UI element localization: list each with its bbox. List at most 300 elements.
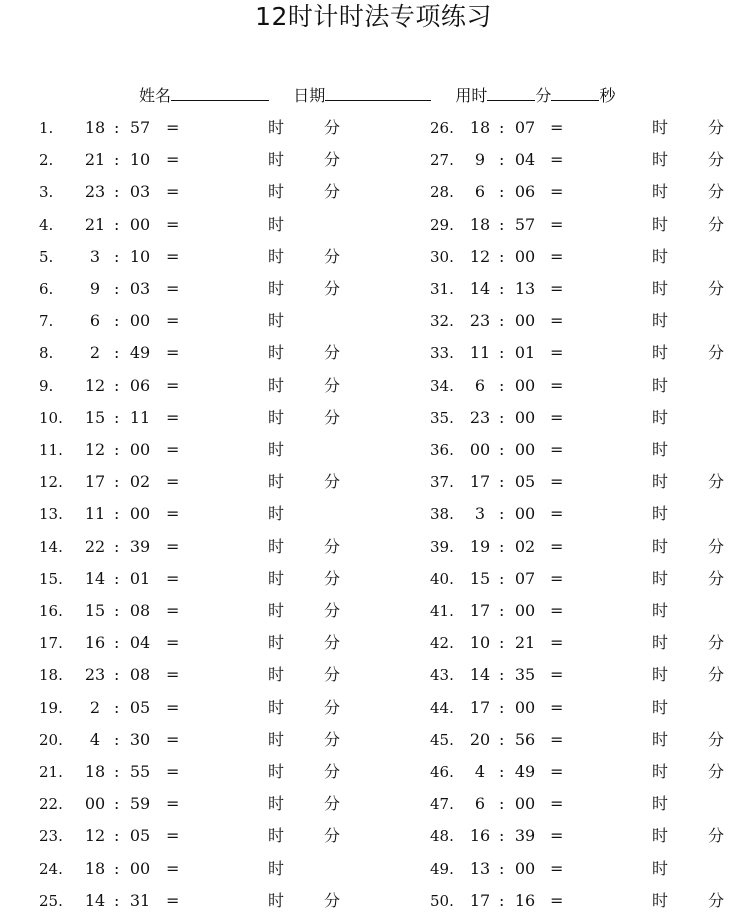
hour-value: 11 — [84, 504, 106, 524]
hour-unit: 时 — [268, 762, 285, 781]
equals-sign: = — [166, 633, 180, 653]
equals-sign: = — [550, 504, 564, 524]
colon: : — [114, 214, 120, 234]
minutes-blank[interactable] — [487, 86, 535, 101]
problem-number: 23. — [39, 827, 63, 846]
hour-value: 12 — [84, 826, 106, 846]
colon: : — [114, 601, 120, 620]
problem-number: 44. — [430, 698, 454, 717]
problem-row — [0, 599, 747, 623]
problem-number: 5. — [39, 247, 54, 266]
colon: : — [114, 697, 120, 717]
hour-unit: 时 — [652, 182, 669, 202]
minute-value: 59 — [129, 794, 151, 814]
colon: : — [114, 826, 120, 846]
minute-unit: 分 — [708, 633, 725, 653]
minute-value: 00 — [129, 440, 151, 459]
equals-sign: = — [550, 633, 564, 653]
equals-sign: = — [550, 150, 564, 170]
hour-unit: 时 — [268, 826, 285, 846]
minute-unit: 分 — [708, 536, 725, 556]
minute-unit: 分 — [324, 633, 341, 653]
problem-number: 47. — [430, 795, 454, 814]
problem-number: 29. — [430, 215, 454, 234]
hour-value: 12 — [84, 375, 106, 395]
equals-sign: = — [550, 568, 564, 588]
hour-value: 6 — [474, 375, 486, 395]
hour-value: 13 — [469, 858, 491, 878]
minute-unit: 分 — [324, 890, 341, 910]
equals-sign: = — [550, 440, 564, 459]
hour-value: 18 — [469, 214, 491, 234]
hour-unit: 时 — [268, 472, 285, 492]
problem-number: 46. — [430, 763, 454, 781]
minute-value: 39 — [514, 826, 536, 846]
problem-number: 22. — [39, 795, 63, 814]
colon: : — [499, 118, 505, 137]
problem-row — [0, 116, 747, 140]
colon: : — [114, 729, 120, 749]
minute-unit: 分 — [708, 150, 725, 170]
problem-number: 26. — [430, 119, 454, 137]
colon: : — [499, 633, 505, 653]
date-label: 日期 — [293, 86, 326, 105]
hour-value: 18 — [84, 858, 106, 878]
problem-number: 9. — [39, 376, 54, 395]
problem-number: 28. — [430, 183, 454, 202]
hour-unit: 时 — [652, 343, 669, 363]
equals-sign: = — [550, 601, 564, 620]
equals-sign: = — [166, 472, 180, 492]
worksheet-header — [139, 83, 615, 105]
equals-sign: = — [166, 890, 180, 910]
equals-sign: = — [550, 762, 564, 781]
equals-sign: = — [166, 182, 180, 202]
equals-sign: = — [550, 407, 564, 427]
minute-unit: 分 — [708, 472, 725, 492]
hour-value: 6 — [474, 794, 486, 814]
hour-unit: 时 — [268, 568, 285, 588]
equals-sign: = — [166, 407, 180, 427]
hour-unit: 时 — [652, 697, 669, 717]
hour-value: 2 — [89, 343, 101, 363]
equals-sign: = — [166, 729, 180, 749]
colon: : — [499, 504, 505, 524]
problem-number: 3. — [39, 183, 54, 202]
problem-number: 50. — [430, 891, 454, 910]
minute-value: 03 — [129, 279, 151, 298]
minute-value: 56 — [514, 729, 536, 749]
hour-value: 20 — [469, 729, 491, 749]
problem-number: 39. — [430, 537, 454, 556]
hour-value: 23 — [469, 407, 491, 427]
minute-unit: 分 — [324, 762, 341, 781]
minute-value: 00 — [129, 504, 151, 524]
problem-number: 2. — [39, 151, 54, 170]
equals-sign: = — [166, 536, 180, 556]
problem-number: 35. — [430, 408, 454, 427]
equals-sign: = — [550, 279, 564, 298]
equals-sign: = — [166, 504, 180, 524]
hour-value: 19 — [469, 536, 491, 556]
colon: : — [114, 246, 120, 266]
colon: : — [114, 858, 120, 878]
problem-row — [0, 857, 747, 881]
equals-sign: = — [550, 536, 564, 556]
minute-value: 00 — [514, 311, 536, 331]
hour-value: 15 — [469, 568, 491, 588]
hour-unit: 时 — [652, 601, 669, 620]
problem-row — [0, 277, 747, 301]
minute-value: 08 — [129, 601, 151, 620]
minute-unit: 分 — [324, 536, 341, 556]
colon: : — [114, 440, 120, 459]
minute-unit: 分 — [324, 697, 341, 717]
colon: : — [114, 407, 120, 427]
minute-value: 00 — [514, 504, 536, 524]
colon: : — [499, 729, 505, 749]
problem-row — [0, 470, 747, 494]
hour-unit: 时 — [652, 665, 669, 685]
colon: : — [114, 536, 120, 556]
colon: : — [499, 697, 505, 717]
hour-unit: 时 — [268, 601, 285, 620]
problem-number: 13. — [39, 505, 63, 524]
problem-number: 45. — [430, 730, 454, 749]
minute-unit: 分 — [324, 794, 341, 814]
second-label: 秒 — [599, 86, 616, 105]
colon: : — [114, 150, 120, 170]
equals-sign: = — [550, 697, 564, 717]
problem-row — [0, 406, 747, 430]
colon: : — [114, 182, 120, 202]
minute-value: 07 — [514, 118, 536, 137]
problem-row — [0, 760, 747, 784]
hour-unit: 时 — [652, 472, 669, 492]
hour-unit: 时 — [652, 536, 669, 556]
hour-value: 15 — [84, 407, 106, 427]
minute-value: 00 — [514, 407, 536, 427]
minute-unit: 分 — [324, 665, 341, 685]
minute-unit: 分 — [324, 182, 341, 202]
problem-number: 8. — [39, 344, 54, 363]
equals-sign: = — [166, 246, 180, 266]
colon: : — [114, 794, 120, 814]
minute-value: 16 — [514, 890, 536, 910]
problem-number: 14. — [39, 537, 63, 556]
minute-value: 00 — [514, 858, 536, 878]
colon: : — [499, 440, 505, 459]
minute-value: 57 — [514, 214, 536, 234]
minute-unit: 分 — [324, 118, 341, 137]
problem-row — [0, 696, 747, 720]
hour-value: 12 — [469, 246, 491, 266]
colon: : — [114, 568, 120, 588]
problem-number: 15. — [39, 569, 63, 588]
problem-number: 30. — [430, 247, 454, 266]
problem-number: 43. — [430, 666, 454, 685]
minute-unit: 分 — [324, 375, 341, 395]
equals-sign: = — [550, 246, 564, 266]
problem-row — [0, 148, 747, 172]
colon: : — [499, 246, 505, 266]
colon: : — [499, 826, 505, 846]
hour-unit: 时 — [652, 407, 669, 427]
hour-value: 3 — [89, 246, 101, 266]
name-label: 姓名 — [139, 86, 172, 105]
minute-value: 05 — [514, 472, 536, 492]
minute-value: 06 — [129, 375, 151, 395]
problem-row — [0, 374, 747, 398]
hour-value: 12 — [84, 440, 106, 459]
problem-number: 21. — [39, 763, 63, 781]
minute-value: 00 — [129, 214, 151, 234]
minute-unit: 分 — [324, 729, 341, 749]
seconds-blank[interactable] — [551, 86, 599, 101]
problem-number: 36. — [430, 441, 454, 459]
problem-number: 7. — [39, 312, 54, 331]
hour-unit: 时 — [652, 118, 669, 137]
hour-unit: 时 — [268, 858, 285, 878]
problem-number: 38. — [430, 505, 454, 524]
minute-unit: 分 — [324, 150, 341, 170]
problem-number: 48. — [430, 827, 454, 846]
minute-value: 30 — [129, 729, 151, 749]
colon: : — [114, 343, 120, 363]
problem-number: 31. — [430, 280, 454, 298]
colon: : — [499, 214, 505, 234]
hour-unit: 时 — [652, 375, 669, 395]
minute-unit: 分 — [708, 279, 725, 298]
colon: : — [499, 858, 505, 878]
colon: : — [499, 890, 505, 910]
colon: : — [499, 182, 505, 202]
equals-sign: = — [550, 118, 564, 137]
hour-unit: 时 — [268, 440, 285, 459]
hour-value: 3 — [474, 504, 486, 524]
equals-sign: = — [550, 182, 564, 202]
hour-value: 9 — [474, 150, 486, 170]
hour-value: 14 — [84, 568, 106, 588]
minute-value: 21 — [514, 633, 536, 653]
hour-value: 17 — [469, 697, 491, 717]
equals-sign: = — [550, 826, 564, 846]
minute-value: 55 — [129, 762, 151, 781]
minute-unit: 分 — [324, 568, 341, 588]
hour-value: 2 — [89, 697, 101, 717]
hour-unit: 时 — [652, 246, 669, 266]
colon: : — [114, 504, 120, 524]
name-blank[interactable] — [171, 86, 269, 101]
problem-number: 41. — [430, 602, 454, 620]
problem-number: 18. — [39, 666, 63, 685]
problem-number: 4. — [39, 215, 54, 234]
colon: : — [114, 279, 120, 298]
minute-unit: 分 — [324, 826, 341, 846]
hour-value: 22 — [84, 536, 106, 556]
colon: : — [499, 568, 505, 588]
hour-value: 10 — [469, 633, 491, 653]
colon: : — [499, 407, 505, 427]
problem-number: 27. — [430, 151, 454, 170]
minute-unit: 分 — [708, 729, 725, 749]
minute-value: 00 — [514, 375, 536, 395]
equals-sign: = — [166, 440, 180, 459]
hour-value: 23 — [84, 182, 106, 202]
equals-sign: = — [550, 665, 564, 685]
colon: : — [499, 665, 505, 685]
minute-value: 05 — [129, 826, 151, 846]
hour-unit: 时 — [268, 375, 285, 395]
minute-value: 00 — [514, 601, 536, 620]
hour-value: 14 — [469, 665, 491, 685]
equals-sign: = — [166, 858, 180, 878]
hour-value: 17 — [469, 890, 491, 910]
minute-value: 00 — [129, 311, 151, 331]
hour-value: 6 — [89, 311, 101, 331]
hour-unit: 时 — [652, 440, 669, 459]
problem-row — [0, 502, 747, 526]
equals-sign: = — [166, 826, 180, 846]
minute-unit: 分 — [708, 826, 725, 846]
problem-number: 34. — [430, 376, 454, 395]
hour-value: 16 — [469, 826, 491, 846]
minute-value: 02 — [129, 472, 151, 492]
hour-unit: 时 — [268, 279, 285, 298]
equals-sign: = — [550, 858, 564, 878]
equals-sign: = — [166, 794, 180, 814]
minute-value: 00 — [514, 246, 536, 266]
problem-row — [0, 728, 747, 752]
minute-value: 00 — [514, 794, 536, 814]
colon: : — [499, 762, 505, 781]
minute-unit: 分 — [708, 665, 725, 685]
minute-unit: 分 — [708, 343, 725, 363]
date-blank[interactable] — [325, 86, 431, 101]
minute-unit: 分 — [708, 568, 725, 588]
colon: : — [114, 633, 120, 653]
equals-sign: = — [166, 601, 180, 620]
minute-value: 04 — [129, 633, 151, 653]
minute-unit: 分 — [324, 407, 341, 427]
minute-value: 00 — [514, 440, 536, 459]
minute-value: 11 — [129, 407, 151, 427]
problem-number: 12. — [39, 473, 63, 492]
hour-value: 9 — [89, 279, 101, 298]
minute-unit: 分 — [324, 343, 341, 363]
colon: : — [114, 890, 120, 910]
problem-number: 16. — [39, 602, 63, 620]
minute-value: 10 — [129, 246, 151, 266]
hour-value: 4 — [89, 729, 101, 749]
hour-unit: 时 — [652, 633, 669, 653]
hour-value: 15 — [84, 601, 106, 620]
hour-value: 18 — [84, 762, 106, 781]
colon: : — [114, 375, 120, 395]
colon: : — [499, 536, 505, 556]
minute-value: 08 — [129, 665, 151, 685]
minute-value: 49 — [129, 343, 151, 363]
problem-number: 6. — [39, 280, 54, 298]
hour-unit: 时 — [268, 504, 285, 524]
hour-value: 23 — [469, 311, 491, 331]
minute-unit: 分 — [708, 890, 725, 910]
equals-sign: = — [166, 279, 180, 298]
colon: : — [114, 665, 120, 685]
hour-unit: 时 — [652, 214, 669, 234]
equals-sign: = — [166, 665, 180, 685]
equals-sign: = — [550, 343, 564, 363]
problem-number: 33. — [430, 344, 454, 363]
minute-value: 01 — [129, 568, 151, 588]
hour-value: 17 — [469, 601, 491, 620]
minute-value: 03 — [129, 182, 151, 202]
colon: : — [499, 794, 505, 814]
worksheet-title: 12时计时法专项练习 — [255, 2, 492, 31]
hour-unit: 时 — [268, 118, 285, 137]
equals-sign: = — [550, 472, 564, 492]
hour-unit: 时 — [268, 633, 285, 653]
equals-sign: = — [166, 311, 180, 331]
equals-sign: = — [166, 375, 180, 395]
problem-row — [0, 341, 747, 365]
equals-sign: = — [166, 762, 180, 781]
minute-value: 10 — [129, 150, 151, 170]
hour-unit: 时 — [652, 729, 669, 749]
hour-unit: 时 — [268, 697, 285, 717]
problem-number: 24. — [39, 859, 63, 878]
hour-unit: 时 — [268, 343, 285, 363]
hour-unit: 时 — [652, 279, 669, 298]
colon: : — [499, 375, 505, 395]
hour-unit: 时 — [652, 150, 669, 170]
minute-unit: 分 — [324, 279, 341, 298]
problem-row — [0, 535, 747, 559]
hour-unit: 时 — [268, 729, 285, 749]
hour-value: 18 — [84, 118, 106, 137]
problem-number: 49. — [430, 859, 454, 878]
problem-row — [0, 889, 747, 913]
hour-unit: 时 — [268, 311, 285, 331]
equals-sign: = — [550, 794, 564, 814]
minute-unit: 分 — [708, 118, 725, 137]
problem-number: 11. — [39, 441, 63, 459]
problem-row — [0, 663, 747, 687]
problem-row — [0, 213, 747, 237]
colon: : — [499, 311, 505, 331]
hour-value: 14 — [469, 279, 491, 298]
hour-value: 23 — [84, 665, 106, 685]
hour-unit: 时 — [652, 311, 669, 331]
problem-number: 25. — [39, 891, 63, 910]
minute-value: 07 — [514, 568, 536, 588]
hour-unit: 时 — [268, 182, 285, 202]
equals-sign: = — [166, 568, 180, 588]
hour-value: 18 — [469, 118, 491, 137]
minute-value: 35 — [514, 665, 536, 685]
hour-unit: 时 — [652, 858, 669, 878]
equals-sign: = — [550, 311, 564, 331]
minute-value: 00 — [514, 697, 536, 717]
hour-value: 17 — [469, 472, 491, 492]
problem-number: 40. — [430, 569, 454, 588]
minute-value: 04 — [514, 150, 536, 170]
minute-value: 00 — [129, 858, 151, 878]
hour-unit: 时 — [652, 504, 669, 524]
equals-sign: = — [166, 150, 180, 170]
problem-row — [0, 824, 747, 848]
colon: : — [499, 601, 505, 620]
